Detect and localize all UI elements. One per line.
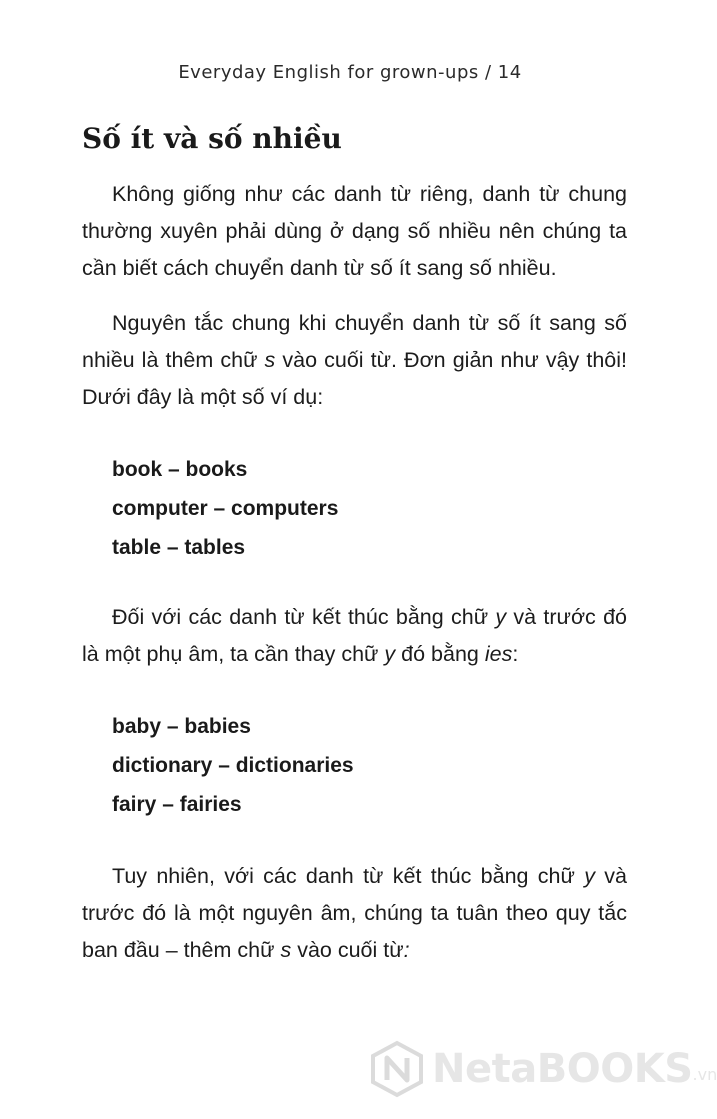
watermark-suffix: .vn [692,1065,717,1084]
example-item: baby – babies [112,715,251,738]
paragraph-text: : [512,642,519,666]
section-title: Số ít và số nhiều [82,122,342,155]
example-item: fairy – fairies [112,793,242,816]
italic-letter: y [495,605,507,629]
italic-letter: y [384,642,396,666]
paragraph-text: và trước đó là một phụ âm, ta cần thay chữ [82,605,628,666]
paragraph-text: Tuy nhiên, với các danh từ kết thúc bằng chữ [112,864,585,888]
paragraph-rule-ies [82,599,627,673]
paragraph-text: Nguyên tắc chung khi chuyển danh từ số ít sang số nhiều là thêm chữ [82,311,627,372]
paragraph-rule-s [82,305,627,416]
paragraph-text: đó bằng [395,642,485,666]
paragraph-rule-vowel-y [82,858,627,969]
paragraph-intro-text: Không giống như các danh từ riêng, danh từ chung thường xuyên phải dùng ở dạng số nhiều nên chúng ta cần biết cách chuyển danh từ số ít sang số nhiều. [82,182,627,280]
watermark [368,1040,717,1098]
italic-letter: s [280,938,292,962]
paragraph-text: vào cuối từ [291,938,404,962]
example-item: book – books [112,458,248,481]
example-item: table – tables [112,536,246,559]
netabooks-logo-icon [368,1040,426,1098]
italic-letter: y [584,864,595,888]
watermark-text: NetaBOOKS [432,1046,693,1092]
paragraph-text: và trước đó là một nguyên âm, chúng ta tuân theo quy tắc ban đầu – thêm chữ [82,864,627,962]
paragraph-text: Đối với các danh từ kết thúc bằng chữ [112,605,496,629]
example-item: dictionary – dictionaries [112,754,354,777]
paragraph-text: vào cuối từ. Đơn giản như vậy thôi! Dưới đây là một số ví dụ: [82,348,627,409]
example-item: computer – computers [112,497,339,520]
examples-list-s [112,450,338,567]
italic-punctuation: : [403,938,410,962]
italic-suffix: ies [484,642,513,666]
paragraph-intro [82,176,627,287]
italic-letter: s [264,348,276,372]
running-header: Everyday English for grown-ups / 14 [178,62,522,83]
examples-list-ies [112,707,354,824]
